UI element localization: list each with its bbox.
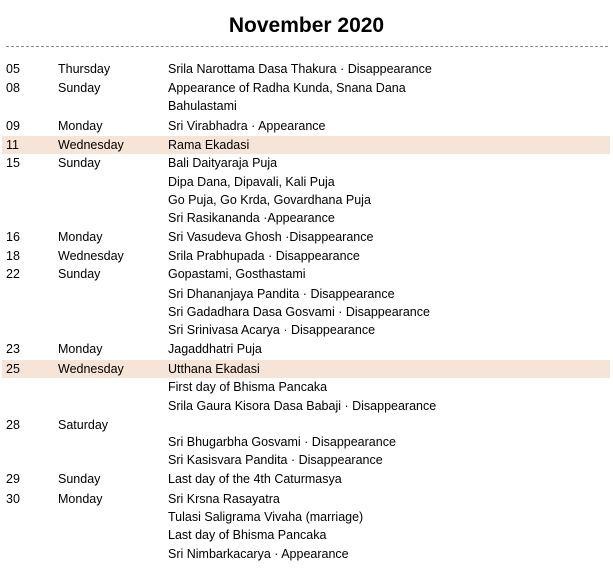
event-name: Dipa Dana, Dipavali, Kali Puja <box>168 175 335 189</box>
date-weekday: Monday <box>58 230 103 244</box>
calendar-row <box>0 451 613 469</box>
calendar-row <box>0 154 613 172</box>
event-name: Appearance of Radha Kunda, Snana Dana <box>168 81 406 95</box>
calendar-row <box>0 378 613 396</box>
date-day: 15 <box>6 156 20 170</box>
event-name: Sri Gadadhara Dasa Gosvami · Disappearance <box>168 305 430 319</box>
event-name: Sri Krsna Rasayatra <box>168 492 280 506</box>
event-name: Sri Dhananjaya Pandita · Disappearance <box>168 287 395 301</box>
calendar-row <box>0 508 613 526</box>
calendar-row <box>0 79 613 97</box>
date-weekday: Thursday <box>58 62 111 76</box>
date-day: 30 <box>6 492 20 506</box>
calendar-row <box>0 303 613 321</box>
event-name: Sri Bhugarbha Gosvami · Disappearance <box>168 435 396 449</box>
calendar-row <box>0 526 613 544</box>
date-day: 16 <box>6 230 20 244</box>
event-name: Srila Gaura Kisora Dasa Babaji · Disappearance <box>168 399 437 413</box>
event-name: Rama Ekadasi <box>168 138 250 152</box>
date-day: 28 <box>6 418 20 432</box>
event-name: Srila Prabhupada · Disappearance <box>168 249 360 263</box>
calendar-row <box>0 247 613 265</box>
date-weekday: Sunday <box>58 156 101 170</box>
calendar-row <box>0 173 613 191</box>
calendar-row <box>0 397 613 415</box>
date-weekday: Monday <box>58 119 103 133</box>
event-name: First day of Bhisma Pancaka <box>168 380 328 394</box>
date-weekday: Wednesday <box>58 249 124 263</box>
event-name: Sri Rasikananda ·Appearance <box>168 211 335 225</box>
event-name: Utthana Ekadasi <box>168 362 260 376</box>
date-weekday: Monday <box>58 342 103 356</box>
calendar-row <box>0 265 613 283</box>
date-day: 23 <box>6 342 20 356</box>
event-name: Bali Daityaraja Puja <box>168 156 278 170</box>
event-name: Tulasi Saligrama Vivaha (marriage) <box>168 510 364 524</box>
event-name: Bahulastami <box>168 99 237 113</box>
calendar-row <box>0 97 613 115</box>
event-name: Last day of Bhisma Pancaka <box>168 528 327 542</box>
date-weekday: Wednesday <box>58 138 124 152</box>
calendar-row <box>0 285 613 303</box>
date-day: 09 <box>6 119 20 133</box>
date-day: 08 <box>6 81 20 95</box>
calendar-row <box>0 228 613 246</box>
calendar-row <box>0 321 613 339</box>
calendar-row <box>0 191 613 209</box>
event-name: Go Puja, Go Krda, Govardhana Puja <box>168 193 371 207</box>
event-name: Gopastami, Gosthastami <box>168 267 306 281</box>
date-day: 11 <box>6 138 19 152</box>
date-day: 05 <box>6 62 20 76</box>
event-name: Sri Srinivasa Acarya · Disappearance <box>168 323 376 337</box>
calendar-row-highlighted <box>2 360 610 378</box>
event-name: Sri Vasudeva Ghosh ·Disappearance <box>168 230 374 244</box>
calendar-row <box>0 209 613 227</box>
date-day: 29 <box>6 472 20 486</box>
calendar-row <box>0 340 613 358</box>
event-name: Sri Kasisvara Pandita · Disappearance <box>168 453 383 467</box>
event-name: Sri Virabhadra · Appearance <box>168 119 326 133</box>
date-weekday: Sunday <box>58 472 101 486</box>
page-title: November 2020 <box>228 14 385 37</box>
calendar-row <box>0 416 613 434</box>
date-weekday: Sunday <box>58 267 101 281</box>
calendar-row <box>0 490 613 508</box>
event-name: Srila Narottama Dasa Thakura · Disappearance <box>168 62 432 76</box>
calendar-row <box>0 545 613 563</box>
date-weekday: Sunday <box>58 81 101 95</box>
event-name: Jagaddhatri Puja <box>168 342 262 356</box>
calendar-row <box>0 433 613 451</box>
calendar-row <box>0 470 613 488</box>
date-weekday: Wednesday <box>58 362 124 376</box>
calendar-row-highlighted <box>2 136 610 154</box>
calendar-row <box>0 117 613 135</box>
date-weekday: Monday <box>58 492 103 506</box>
date-day: 18 <box>6 249 20 263</box>
event-name: Last day of the 4th Caturmasya <box>168 472 342 486</box>
date-day: 25 <box>6 362 20 376</box>
event-name: Sri Nimbarkacarya · Appearance <box>168 547 349 561</box>
date-weekday: Saturday <box>58 418 109 432</box>
calendar-row <box>0 60 613 78</box>
date-day: 22 <box>6 267 20 281</box>
